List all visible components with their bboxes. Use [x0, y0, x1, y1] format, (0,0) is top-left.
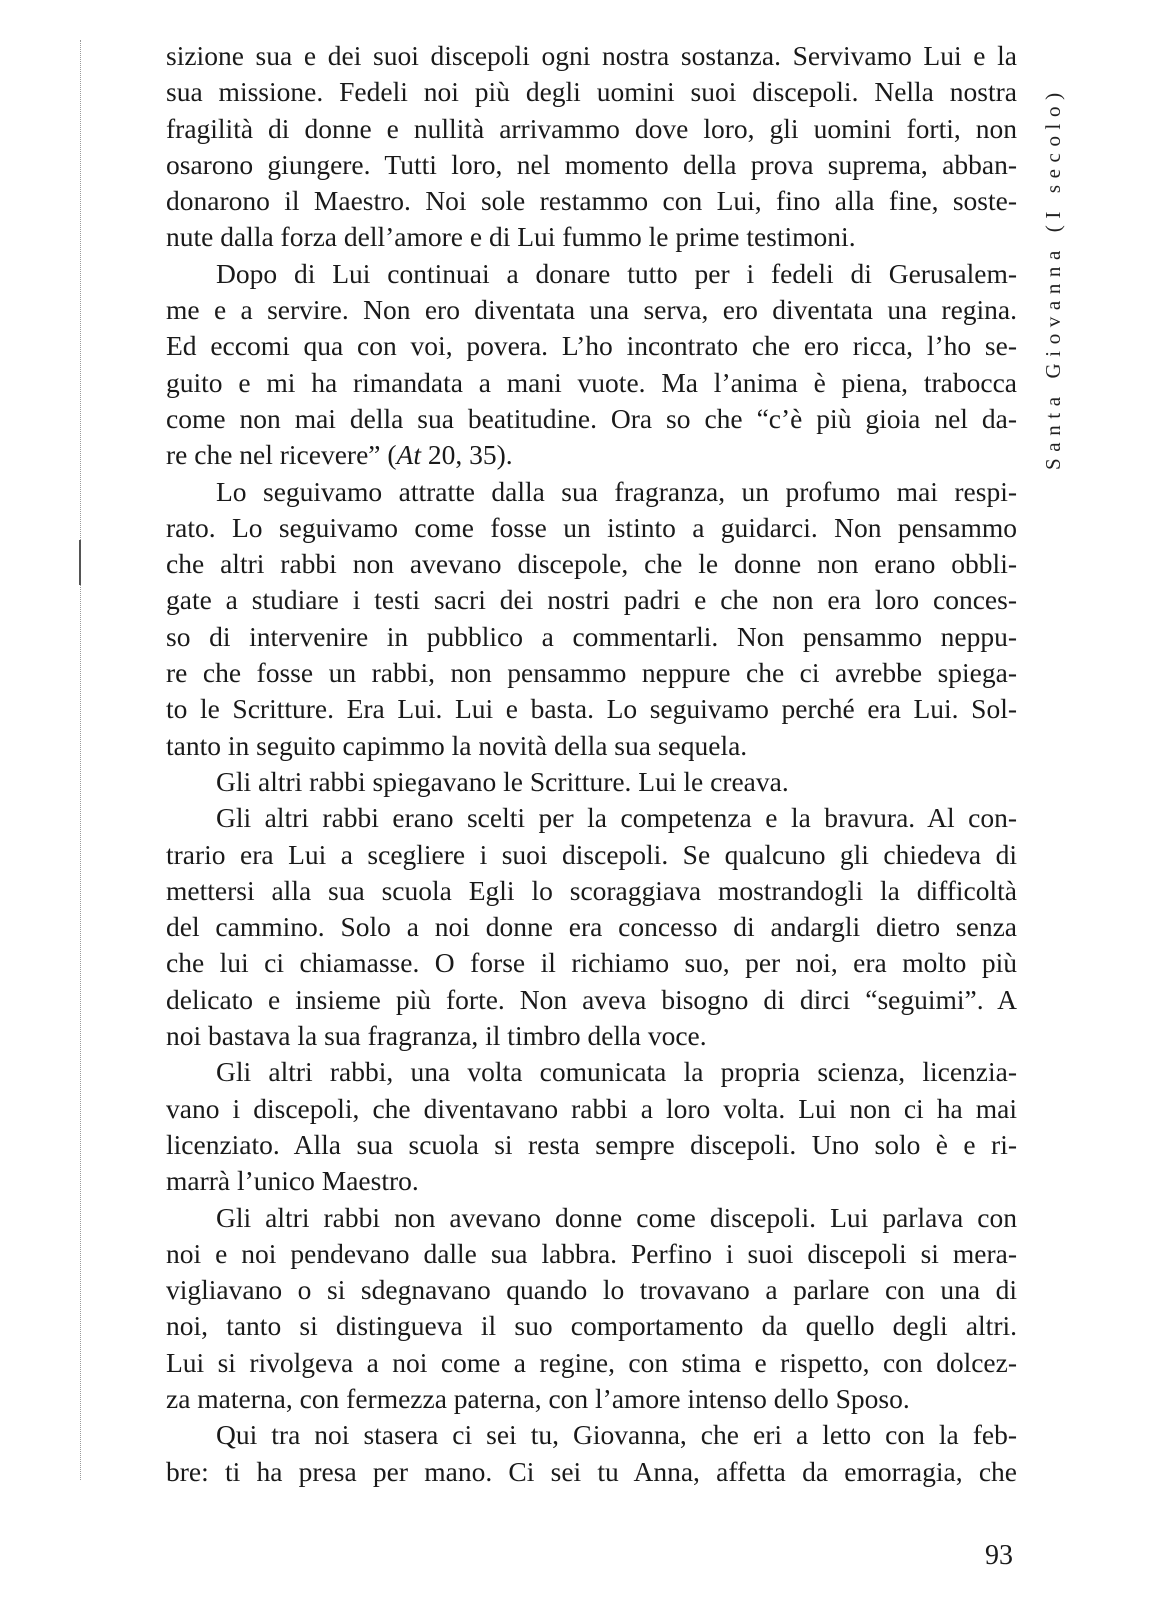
text-line-content: Gli altri rabbi non avevano donne come discepoli. Lui parlava con	[216, 1201, 1017, 1233]
body-text	[166, 38, 1017, 1490]
text-line	[166, 219, 1017, 255]
text-line-content: trario era Lui a scegliere i suoi discepoli. Se qualcuno gli chiedeva di	[166, 838, 1017, 870]
text-line-content: rato. Lo seguivamo come fosse un istinto a guidarci. Non pensammo	[166, 511, 1017, 543]
text-line	[166, 1417, 1017, 1453]
text-line-content: me e a servire. Non ero diventata una serva, ero diventata una regina.	[166, 294, 1017, 326]
text-line	[166, 1091, 1017, 1127]
text-line	[166, 800, 1017, 836]
text-line	[166, 1345, 1017, 1381]
text-line	[166, 1127, 1017, 1163]
text-line	[166, 728, 1017, 764]
text-line	[166, 147, 1017, 183]
text-line-content: za materna, con fermezza paterna, con l’amore intenso dello Sposo.	[166, 1382, 910, 1414]
text-line	[166, 401, 1017, 437]
text-line	[166, 945, 1017, 981]
text-line-content: tanto in seguito capimmo la novità della sua sequela.	[166, 729, 748, 761]
text-line-content: to le Scritture. Era Lui. Lui e basta. Lo seguivamo perché era Lui. Sol-	[166, 693, 1017, 725]
text-line-content: noi e noi pendevano dalle sua labbra. Perfino i suoi discepoli si mera-	[166, 1237, 1017, 1269]
text-line	[166, 437, 1017, 473]
text-line-content: noi, tanto si distingueva il suo comportamento da quello degli altri.	[166, 1310, 1017, 1342]
text-line-content: Lo seguivamo attratte dalla sua fragranza, un profumo mai respi-	[216, 475, 1017, 507]
page-gutter-edge	[80, 40, 81, 1480]
text-line	[166, 582, 1017, 618]
text-line	[166, 256, 1017, 292]
text-line-content: licenziato. Alla sua scuola si resta sempre discepoli. Uno solo è e ri-	[166, 1128, 1017, 1160]
text-line-content: che lui ci chiamasse. O forse il richiamo suo, per noi, era molto più	[166, 947, 1017, 979]
text-line-content: gate a studiare i testi sacri dei nostri padri e che non era loro conces-	[166, 584, 1017, 616]
text-line	[166, 1018, 1017, 1054]
text-line-content: so di intervenire in pubblico a commentarli. Non pensammo neppu-	[166, 620, 1017, 652]
text-line	[166, 873, 1017, 909]
text-line-content: vigliavano o si sdegnavano quando lo trovavano a parlare con una di	[166, 1274, 1017, 1306]
text-line-content: Ed eccomi qua con voi, povera. L’ho incontrato che ero ricca, l’ho se-	[166, 330, 1017, 362]
page-gutter-shadow	[79, 540, 81, 585]
text-line-content: sizione sua e dei suoi discepoli ogni nostra sostanza. Servivamo Lui e la	[166, 40, 1017, 71]
citation-verse: 20, 35).	[420, 439, 513, 471]
text-line-content: Gli altri rabbi erano scelti per la competenza e la bravura. Al con-	[216, 802, 1017, 834]
text-line-content: come non mai della sua beatitudine. Ora so che “c’è più gioia nel da-	[166, 402, 1017, 434]
text-line	[166, 111, 1017, 147]
text-line	[166, 546, 1017, 582]
text-line	[166, 909, 1017, 945]
text-line	[166, 691, 1017, 727]
text-line	[166, 365, 1017, 401]
text-line	[166, 292, 1017, 328]
text-line-content: che altri rabbi non avevano discepole, che le donne non erano obbli-	[166, 548, 1017, 580]
citation-reference: At	[396, 439, 421, 471]
text-line	[166, 1163, 1017, 1199]
text-line	[166, 764, 1017, 800]
text-line-content: nute dalla forza dell’amore e di Lui fummo le prime testimoni.	[166, 221, 856, 253]
text-line	[166, 510, 1017, 546]
text-line-content: Qui tra noi stasera ci sei tu, Giovanna, che eri a letto con la feb-	[216, 1419, 1017, 1451]
text-line	[166, 328, 1017, 364]
text-line	[166, 837, 1017, 873]
text-line-content: del cammino. Solo a noi donne era concesso di andargli dietro senza	[166, 911, 1017, 943]
text-line	[166, 1054, 1017, 1090]
text-line-content: mettersi alla sua scuola Egli lo scoraggiava mostrandogli la difficoltà	[166, 874, 1017, 906]
text-line	[166, 38, 1017, 74]
text-line-content: Gli altri rabbi spiegavano le Scritture. Lui le creava.	[216, 765, 789, 797]
text-line	[166, 183, 1017, 219]
text-line-content: guito e mi ha rimandata a mani vuote. Ma l’anima è piena, trabocca	[166, 366, 1017, 398]
text-line-content: fragilità di donne e nullità arrivammo dove loro, gli uomini forti, non	[166, 112, 1017, 144]
page-number: 93	[985, 1540, 1013, 1571]
text-line-content: osarono giungere. Tutti loro, nel momento della prova suprema, abban-	[166, 148, 1017, 180]
text-line	[166, 1236, 1017, 1272]
text-line	[166, 1200, 1017, 1236]
text-line	[166, 474, 1017, 510]
text-line-content: Gli altri rabbi, una volta comunicata la propria scienza, licenzia-	[216, 1056, 1017, 1088]
text-line	[166, 1381, 1017, 1417]
text-line-content: Lui si rivolgeva a noi come a regine, con stima e rispetto, con dolcez-	[166, 1346, 1017, 1378]
text-line	[166, 1308, 1017, 1344]
text-line	[166, 1454, 1017, 1490]
text-line	[166, 74, 1017, 110]
text-line-content: bre: ti ha presa per mano. Ci sei tu Anna, affetta da emorragia, che	[166, 1455, 1017, 1487]
text-line	[166, 655, 1017, 691]
text-line-content: noi bastava la sua fragranza, il timbro della voce.	[166, 1020, 707, 1052]
text-line-content: vano i discepoli, che diventavano rabbi a loro volta. Lui non ci ha mai	[166, 1092, 1017, 1124]
text-line-content: delicato e insieme più forte. Non aveva bisogno di dirci “seguimi”. A	[166, 983, 1017, 1015]
text-line-content: donarono il Maestro. Noi sole restammo con Lui, fino alla fine, soste-	[166, 185, 1017, 217]
running-head: Santa Giovanna (I secolo)	[1041, 86, 1065, 470]
text-line-content: re che fosse un rabbi, non pensammo neppure che ci avrebbe spiega-	[166, 657, 1017, 689]
text-line	[166, 1272, 1017, 1308]
text-line-content: Dopo di Lui continuai a donare tutto per i fedeli di Gerusalem-	[216, 257, 1017, 289]
text-line-content: sua missione. Fedeli noi più degli uomini suoi discepoli. Nella nostra	[166, 76, 1017, 108]
text-line	[166, 619, 1017, 655]
text-line-content: marrà l’unico Maestro.	[166, 1165, 419, 1197]
text-line	[166, 982, 1017, 1018]
text-line-content: re che nel ricevere” (	[166, 439, 397, 471]
